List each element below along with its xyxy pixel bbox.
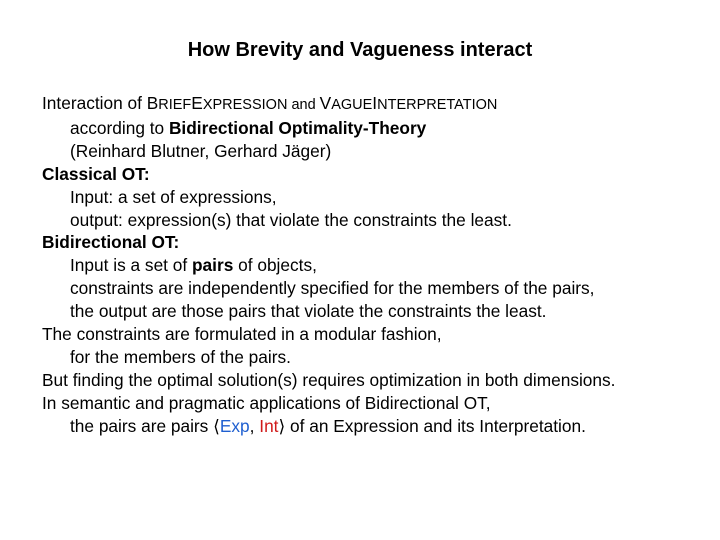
smallcaps-initial: I	[372, 93, 378, 113]
angle-bracket-open: ⟨	[213, 415, 220, 436]
smallcaps-initial: V	[319, 93, 332, 113]
line-text: and	[287, 97, 320, 113]
line-input-pairs	[42, 254, 714, 277]
line-modular: The constraints are formulated in a modular fashion,	[42, 324, 442, 345]
slide-title: How Brevity and Vagueness interact	[187, 39, 533, 61]
line-text: according to	[70, 117, 169, 138]
line-according-to	[42, 117, 714, 140]
heading-bidirectional-ot: Bidirectional OT:	[42, 232, 180, 253]
line-authors: (Reinhard Blutner, Gerhard Jäger)	[70, 140, 332, 161]
line-interaction	[42, 92, 714, 117]
smallcaps-rest: XPRESSION	[202, 97, 288, 113]
smallcaps-rest: RIEF	[158, 97, 192, 113]
smallcaps-initial: E	[191, 93, 203, 113]
line-text: Input is a set of	[70, 255, 192, 276]
line-optimization: But finding the optimal solution(s) requires optimization in both dimensions.	[42, 369, 616, 390]
heading-classical-ot: Classical OT:	[42, 163, 150, 184]
line-text: the pairs are pairs	[70, 415, 214, 436]
int-label: Int	[259, 415, 279, 436]
line-members: for the members of the pairs.	[70, 346, 291, 367]
line-pairs-exp-int	[42, 415, 714, 438]
line-text: of objects,	[233, 255, 317, 276]
smallcaps-rest: AGUE	[331, 97, 373, 113]
line-text: ,	[249, 415, 260, 436]
line-bold-text: pairs	[192, 255, 234, 276]
line-output-pairs: the output are those pairs that violate the constraints the least.	[70, 301, 547, 322]
slide-body	[42, 92, 714, 438]
line-input: Input: a set of expressions,	[70, 186, 277, 207]
line-text: of an Expression and its Interpretation.	[285, 415, 586, 436]
line-text: Interaction of	[42, 93, 147, 113]
line-output: output: expression(s) that violate the constraints the least.	[70, 209, 512, 230]
smallcaps-rest: NTERPRETATION	[377, 97, 498, 113]
line-constraints-specified: constraints are independently specified for the members of the pairs,	[70, 278, 595, 299]
line-applications: In semantic and pragmatic applications of Bidirectional OT,	[42, 392, 491, 413]
angle-bracket-close: ⟩	[278, 415, 286, 436]
line-bold-text: Bidirectional Optimality-Theory	[168, 117, 427, 138]
smallcaps-initial: B	[146, 93, 159, 113]
exp-label: Exp	[219, 415, 250, 436]
